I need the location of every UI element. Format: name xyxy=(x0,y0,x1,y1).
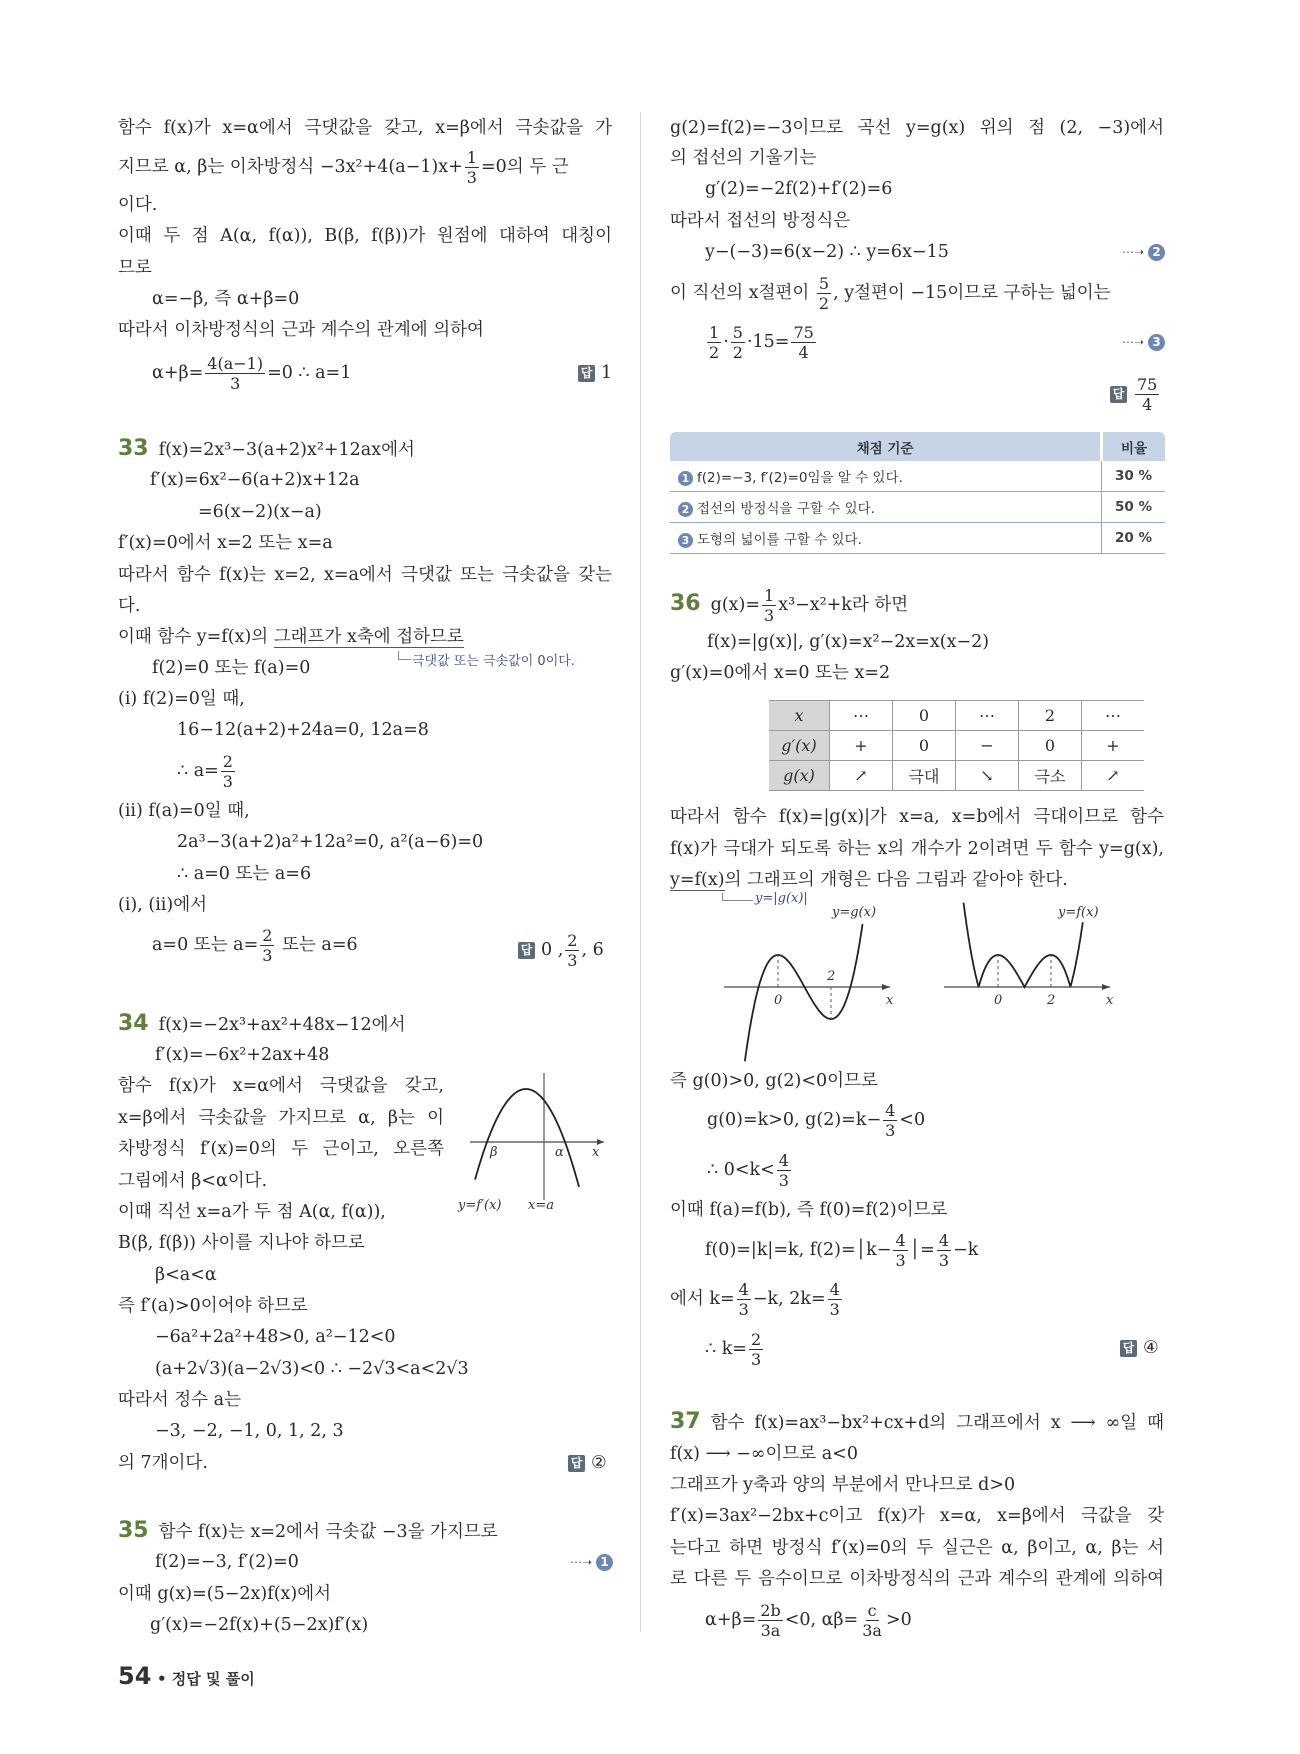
equation: y−(−3)=6(x−2) ∴ y=6x−15 xyxy=(705,242,949,262)
text-line xyxy=(118,1517,498,1545)
step-number-icon: 3 xyxy=(1148,334,1165,351)
numerator: 1 xyxy=(764,586,775,605)
arrow-icon: ⋯➝ xyxy=(570,1555,593,1569)
denominator: 3 xyxy=(738,1300,749,1319)
text: <0, αβ= xyxy=(784,1610,859,1630)
denominator: 2 xyxy=(709,343,720,362)
criteria-text: 도형의 넓이를 구할 수 있다. xyxy=(697,532,862,548)
text-line xyxy=(670,271,1111,315)
numerator: 4 xyxy=(885,1101,896,1120)
alpha-label: α xyxy=(555,1145,564,1160)
text-line xyxy=(670,582,908,626)
text: α+β= xyxy=(152,363,204,383)
table-row xyxy=(769,761,1144,791)
fraction xyxy=(260,926,274,965)
denominator: 3 xyxy=(262,946,273,965)
numerator: 5 xyxy=(732,323,743,342)
row-header: g(x) xyxy=(769,761,830,791)
fraction xyxy=(791,323,815,362)
text: f(x)=−2x³+ax²+48x−12에서 xyxy=(158,1015,406,1035)
curve-label: y=g(x) xyxy=(832,905,877,920)
answer-value: , 6 xyxy=(581,940,604,960)
equation: $\frac{1}{2}$ · $\frac{5}{2}$ ·15= $\frac{75}{4}$ xyxy=(709,323,814,362)
numerator: 2 xyxy=(262,926,273,945)
equation xyxy=(707,1098,925,1142)
annotation-connector xyxy=(398,651,411,660)
text-line: 이때 f(a)=f(b), 즉 f(0)=f(2)이므로 xyxy=(670,1200,948,1220)
step-marker xyxy=(1122,328,1165,356)
annotation: y=|g(x)| xyxy=(755,891,808,906)
problem-number: 34 xyxy=(118,1011,149,1036)
denominator: 4 xyxy=(1142,395,1153,414)
underlined-text: 그래프가 x축에 접하므로 xyxy=(273,627,464,647)
page-footer xyxy=(118,1662,255,1690)
denominator: 3 xyxy=(778,1171,789,1190)
text-line: f(x)가 극대가 되도록 하는 x의 개수가 2이려면 두 함수 y=g(x), xyxy=(670,839,1164,859)
fraction xyxy=(731,323,745,362)
text: α+β= xyxy=(705,1610,757,1630)
text-line: B(β, f(β)) 사이를 지나야 하므로 xyxy=(118,1233,365,1253)
function-curve xyxy=(745,924,863,1061)
answer xyxy=(1120,1334,1159,1362)
fraction xyxy=(883,1101,897,1140)
text: =0 ∴ a=1 xyxy=(267,363,352,383)
scoring-criteria-table xyxy=(670,432,1165,554)
fraction xyxy=(465,148,479,187)
text: −k xyxy=(953,1240,979,1260)
text: −k, 2k= xyxy=(752,1289,826,1309)
denominator: 3 xyxy=(230,374,241,393)
criteria-text: 접선의 방정식을 구할 수 있다. xyxy=(697,501,875,517)
variation-table xyxy=(769,700,1144,791)
text-line: 따라서 정수 a는 xyxy=(118,1390,241,1410)
text-line: 차방정식 f′(x)=0의 두 근이고, 오른쪽 xyxy=(118,1139,444,1159)
text-line: (i) f(2)=0일 때, xyxy=(118,689,245,709)
denominator: 3 xyxy=(938,1251,950,1270)
ratio-cell: 50 % xyxy=(1102,492,1166,523)
text: >0 xyxy=(885,1610,912,1630)
axis-arrow-icon xyxy=(1102,984,1110,990)
x-axis-label: x xyxy=(886,993,894,1008)
text: 지므로 α, β는 이차방정식 −3x²+4(a−1)x+ xyxy=(118,157,463,177)
numerator: 4 xyxy=(738,1280,749,1299)
numerator: 2 xyxy=(567,931,578,950)
numerator: 2 xyxy=(750,1330,762,1349)
text-line: 즉 f′(a)>0이어야 하므로 xyxy=(118,1296,308,1316)
arrow-icon: ⋯➝ xyxy=(1122,245,1145,259)
ratio-cell: 20 % xyxy=(1102,523,1166,554)
table-row xyxy=(670,461,1165,492)
equation: (a+2√3)(a−2√3)<0 ∴ −2√3<a<2√3 xyxy=(155,1359,469,1379)
row-header: g′(x) xyxy=(769,731,830,761)
text-line: 함수 f(x)가 x=α에서 극댓값을 갖고, xyxy=(118,1076,444,1096)
text-line: (i), (ii)에서 xyxy=(118,895,208,915)
fraction xyxy=(205,354,265,393)
table-cell: ⋯ xyxy=(956,701,1019,731)
equation: −3, −2, −1, 0, 1, 2, 3 xyxy=(155,1421,344,1441)
text-line: 따라서 이차방정식의 근과 계수의 관계에 의하여 xyxy=(118,320,484,340)
text-line: 함수 f(x)가 x=α에서 극댓값을 갖고, x=β에서 극솟값을 가 xyxy=(118,118,612,138)
table-row xyxy=(670,523,1165,554)
numerator: 4 xyxy=(895,1231,906,1250)
text: 의 그래프의 개형은 다음 그림과 같아야 한다. xyxy=(724,870,1068,890)
text-line: 따라서 함수 f(x)=|g(x)|가 x=a, x=b에서 극대이므로 함수 xyxy=(670,807,1164,827)
denominator: 3 xyxy=(764,606,775,625)
equation xyxy=(707,1148,793,1192)
equation: 16−12(a+2)+24a=0, 12a=8 xyxy=(177,720,429,740)
table-cell: 극소 xyxy=(1019,761,1082,791)
underlined-text: y=f(x) xyxy=(670,870,725,890)
equation: =6(x−2)(x−a) xyxy=(198,502,322,522)
text-line: x=β에서 극솟값을 가지므로 α, β는 이 xyxy=(118,1108,444,1128)
table-cell: 0 xyxy=(1019,731,1082,761)
answer-value: 1 xyxy=(601,363,613,383)
annotation-connector xyxy=(722,893,753,901)
denominator: 4 xyxy=(798,343,809,362)
equation: g′(x)=−2f(x)+(5−2x)f′(x) xyxy=(150,1615,369,1635)
equation: f′(x)=−6x²+2ax+48 xyxy=(155,1045,330,1065)
step-marker xyxy=(1122,238,1165,266)
denominator: 3a xyxy=(760,1621,781,1640)
answer xyxy=(1110,375,1161,414)
table-row xyxy=(670,492,1165,523)
denominator: 3 xyxy=(222,772,233,791)
text-line xyxy=(670,1408,1164,1436)
text: ∴ a= xyxy=(177,761,219,781)
fraction xyxy=(762,586,776,625)
numerator: 1 xyxy=(709,323,720,342)
tick-label: 2 xyxy=(1047,993,1056,1008)
text-line: 이때 두 점 A(α, f(α)), B(β, f(β))가 원점에 대하여 대칭이 xyxy=(118,226,612,246)
text: 이 직선의 x절편이 xyxy=(670,283,815,303)
text-line xyxy=(118,623,464,651)
table-row xyxy=(769,731,1144,761)
column-header: 비율 xyxy=(1102,432,1166,461)
numerator: 4(a−1) xyxy=(207,354,264,373)
equation: ∴ a=0 또는 a=6 xyxy=(177,864,312,884)
line-label: x=a xyxy=(528,1198,554,1213)
table-cell: − xyxy=(956,731,1019,761)
text-line: 의 접선의 기울기는 xyxy=(670,148,817,168)
numerator: 75 xyxy=(1137,375,1158,394)
numerator: c xyxy=(867,1601,877,1620)
text-line xyxy=(670,866,1068,894)
equation xyxy=(177,749,237,793)
text-line: 는다고 하면 방정식 f′(x)=0의 두 실근은 α, β이고, α, β는 서 xyxy=(670,1538,1164,1558)
text-line: 그래프가 y축과 양의 부분에서 만나므로 d>0 xyxy=(670,1475,1016,1495)
text: ·15= xyxy=(746,332,790,352)
text-line: 즉 g(0)>0, g(2)<0이므로 xyxy=(670,1071,878,1091)
equation xyxy=(705,1228,978,1272)
numerator: 2b xyxy=(760,1601,781,1620)
table-cell: ⋯ xyxy=(830,701,893,731)
criteria-cell xyxy=(670,461,1102,492)
fraction xyxy=(860,1601,884,1640)
answer xyxy=(578,359,612,387)
denominator: 2 xyxy=(732,343,743,362)
text-line xyxy=(118,145,569,189)
table-cell: ⋯ xyxy=(1082,701,1145,731)
numerator: 2 xyxy=(222,752,233,771)
table-cell: 2 xyxy=(1019,701,1082,731)
row-header: x xyxy=(769,701,830,731)
step-marker xyxy=(570,1548,613,1576)
denominator: 3 xyxy=(466,168,477,187)
text: a=0 또는 a= xyxy=(152,935,259,955)
table-cell: 0 xyxy=(893,701,956,731)
table-cell: 극대 xyxy=(893,761,956,791)
text-line xyxy=(118,435,415,463)
equation: β<a<α xyxy=(155,1265,217,1285)
text: g(0)=k>0, g(2)=k− xyxy=(707,1110,882,1130)
text-line: 므로 xyxy=(118,258,152,278)
text-line xyxy=(118,1010,406,1038)
numerator: 4 xyxy=(829,1280,840,1299)
table-cell: ↗ xyxy=(1082,761,1145,791)
fraction xyxy=(828,1280,842,1319)
text: 에서 k= xyxy=(670,1289,735,1309)
equation xyxy=(152,351,351,395)
curve-label: y=f′(x) xyxy=(458,1198,502,1213)
numerator: 75 xyxy=(793,323,814,342)
text: <0 xyxy=(899,1110,926,1130)
equation: f′(x)=6x²−6(a+2)x+12a xyxy=(150,470,360,490)
equation: g′(2)=−2f(2)+f′(2)=6 xyxy=(705,179,893,199)
fraction xyxy=(737,1280,751,1319)
text-line: g(2)=f(2)=−3이므로 곡선 y=g(x) 위의 점 (2, −3)에서 xyxy=(670,118,1164,138)
table-cell: ↗ xyxy=(830,761,893,791)
text-line: f′(x)=0에서 x=2 또는 x=a xyxy=(118,533,333,553)
denominator: 3a xyxy=(862,1621,882,1640)
denominator: 3 xyxy=(750,1350,762,1369)
denominator: 3 xyxy=(895,1251,906,1270)
table-cell: ↘ xyxy=(956,761,1019,791)
curve-label: y=f(x) xyxy=(1058,905,1099,920)
numerator: 5 xyxy=(818,274,830,293)
criteria-cell xyxy=(670,523,1102,554)
equation xyxy=(705,1327,765,1371)
annotation: 극댓값 또는 극솟값이 0이다. xyxy=(412,654,575,669)
text: f(x)=2x³−3(a+2)x²+12ax에서 xyxy=(158,440,415,460)
fraction xyxy=(893,1231,907,1270)
text: 또는 a=6 xyxy=(276,935,358,955)
fraction xyxy=(817,274,831,313)
text: ∴ 0<k< xyxy=(707,1160,775,1180)
text: , y절편이 −15이므로 구하는 넓이는 xyxy=(833,283,1111,303)
equation: α=−β, 즉 α+β=0 xyxy=(152,289,300,309)
ratio-cell: 30 % xyxy=(1102,461,1166,492)
equation xyxy=(705,1598,912,1642)
problem-number: 36 xyxy=(670,591,701,616)
fraction xyxy=(937,1231,951,1270)
fraction xyxy=(707,323,721,362)
footer-title: • 정답 및 풀이 xyxy=(156,1670,255,1688)
answer xyxy=(518,931,604,970)
answer-badge: 답 xyxy=(578,365,595,382)
equation xyxy=(670,1277,844,1321)
answer-badge: 답 xyxy=(518,942,535,959)
x-axis-label: x xyxy=(1106,993,1114,1008)
x-axis-label: x xyxy=(592,1145,600,1160)
text-line: 따라서 접선의 방정식은 xyxy=(670,211,851,231)
text-line: 의 7개이다. xyxy=(118,1453,208,1473)
equation: −6a²+2a²+48>0, a²−12<0 xyxy=(155,1327,396,1347)
column-divider xyxy=(640,112,641,1632)
text-line: 그림에서 β<α이다. xyxy=(118,1171,268,1191)
table-cell: + xyxy=(1082,731,1145,761)
denominator: 3 xyxy=(567,951,578,970)
problem-number: 37 xyxy=(670,1409,701,1434)
text: ∴ k= xyxy=(705,1339,747,1359)
step-number-icon: 3 xyxy=(678,533,693,548)
text: 함수 f(x)는 x=2에서 극솟값 −3을 가지므로 xyxy=(158,1522,498,1542)
text: x³−x²+k라 하면 xyxy=(778,595,909,615)
answer xyxy=(568,1449,607,1477)
answer-badge: 답 xyxy=(568,1455,585,1472)
table-header xyxy=(670,432,1165,461)
function-curve xyxy=(964,903,1083,987)
text: │= xyxy=(909,1240,935,1260)
equation xyxy=(152,923,358,967)
table-cell: 0 xyxy=(893,731,956,761)
fraction xyxy=(221,752,235,791)
text: f(0)=|k|=k, f(2)=│k− xyxy=(705,1240,892,1260)
numerator: 4 xyxy=(938,1231,950,1250)
tick-label: 0 xyxy=(774,993,783,1008)
axis-arrow-icon xyxy=(597,1139,604,1145)
text-line: 이다. xyxy=(118,195,158,215)
tick-label: 2 xyxy=(827,969,836,984)
denominator: 3 xyxy=(885,1121,896,1140)
equation: f(2)=0 또는 f(a)=0 xyxy=(152,658,311,678)
text-line: 이때 g(x)=(5−2x)f(x)에서 xyxy=(118,1584,332,1604)
text-line: 로 다른 두 음수이므로 이차방정식의 근과 계수의 관계에 의하여 xyxy=(670,1569,1164,1589)
answer-value: ④ xyxy=(1143,1338,1159,1358)
text-line: g′(x)=0에서 x=0 또는 x=2 xyxy=(670,663,891,683)
fraction xyxy=(749,1330,763,1369)
numerator: 1 xyxy=(466,148,477,167)
answer-value: ② xyxy=(591,1453,607,1473)
equation: 2a³−3(a+2)a²+12a²=0, a²(a−6)=0 xyxy=(177,832,484,852)
column-header: 채점 기준 xyxy=(670,432,1102,461)
criteria-text: f(2)=−3, f′(2)=0임을 알 수 있다. xyxy=(697,470,903,486)
step-number-icon: 2 xyxy=(678,502,693,517)
fraction xyxy=(758,1601,782,1640)
text-line: 다. xyxy=(118,596,141,616)
tick-label: 0 xyxy=(994,993,1003,1008)
text-line: 따라서 함수 f(x)는 x=2, x=a에서 극댓값 또는 극솟값을 갖는 xyxy=(118,565,612,585)
numerator: 4 xyxy=(778,1151,789,1170)
fraction xyxy=(1135,375,1159,414)
fraction xyxy=(777,1151,791,1190)
text: g(x)= xyxy=(710,595,761,615)
text-line: 이때 직선 x=a가 두 점 A(α, f(α)), xyxy=(118,1202,386,1222)
table-row xyxy=(769,701,1144,731)
answer-badge: 답 xyxy=(1120,1340,1137,1357)
table-cell: + xyxy=(830,731,893,761)
text: 함수 f(x)=ax³−bx²+cx+d의 그래프에서 x ⟶ ∞일 때 xyxy=(710,1413,1164,1433)
equation: f(2)=−3, f′(2)=0 xyxy=(155,1552,299,1572)
fraction xyxy=(565,931,579,970)
equation: f(x)=|g(x)|, g′(x)=x²−2x=x(x−2) xyxy=(707,632,990,652)
problem-number: 33 xyxy=(118,436,149,461)
page-number: 54 xyxy=(118,1662,152,1690)
arrow-icon: ⋯➝ xyxy=(1122,335,1145,349)
text: 이때 함수 y=f(x)의 xyxy=(118,627,274,647)
beta-label: β xyxy=(490,1145,498,1160)
step-number-icon: 1 xyxy=(678,471,693,486)
criteria-cell xyxy=(670,492,1102,523)
step-number-icon: 1 xyxy=(596,1554,613,1571)
text: =0의 두 근 xyxy=(480,157,569,177)
text-line: f′(x)=3ax²−2bx+c이고 f(x)가 x=α, x=β에서 극값을 갖 xyxy=(670,1506,1164,1526)
parabola-curve xyxy=(475,1089,579,1187)
axis-arrow-icon xyxy=(882,984,890,990)
step-number-icon: 2 xyxy=(1148,244,1165,261)
text-line: (ii) f(a)=0일 때, xyxy=(118,801,250,821)
answer-badge: 답 xyxy=(1110,386,1127,403)
problem-number: 35 xyxy=(118,1518,149,1543)
denominator: 2 xyxy=(818,294,830,313)
answer-value: 0 , xyxy=(541,940,564,960)
denominator: 3 xyxy=(829,1300,840,1319)
text-line: f(x) ⟶ −∞이므로 a<0 xyxy=(670,1444,858,1464)
